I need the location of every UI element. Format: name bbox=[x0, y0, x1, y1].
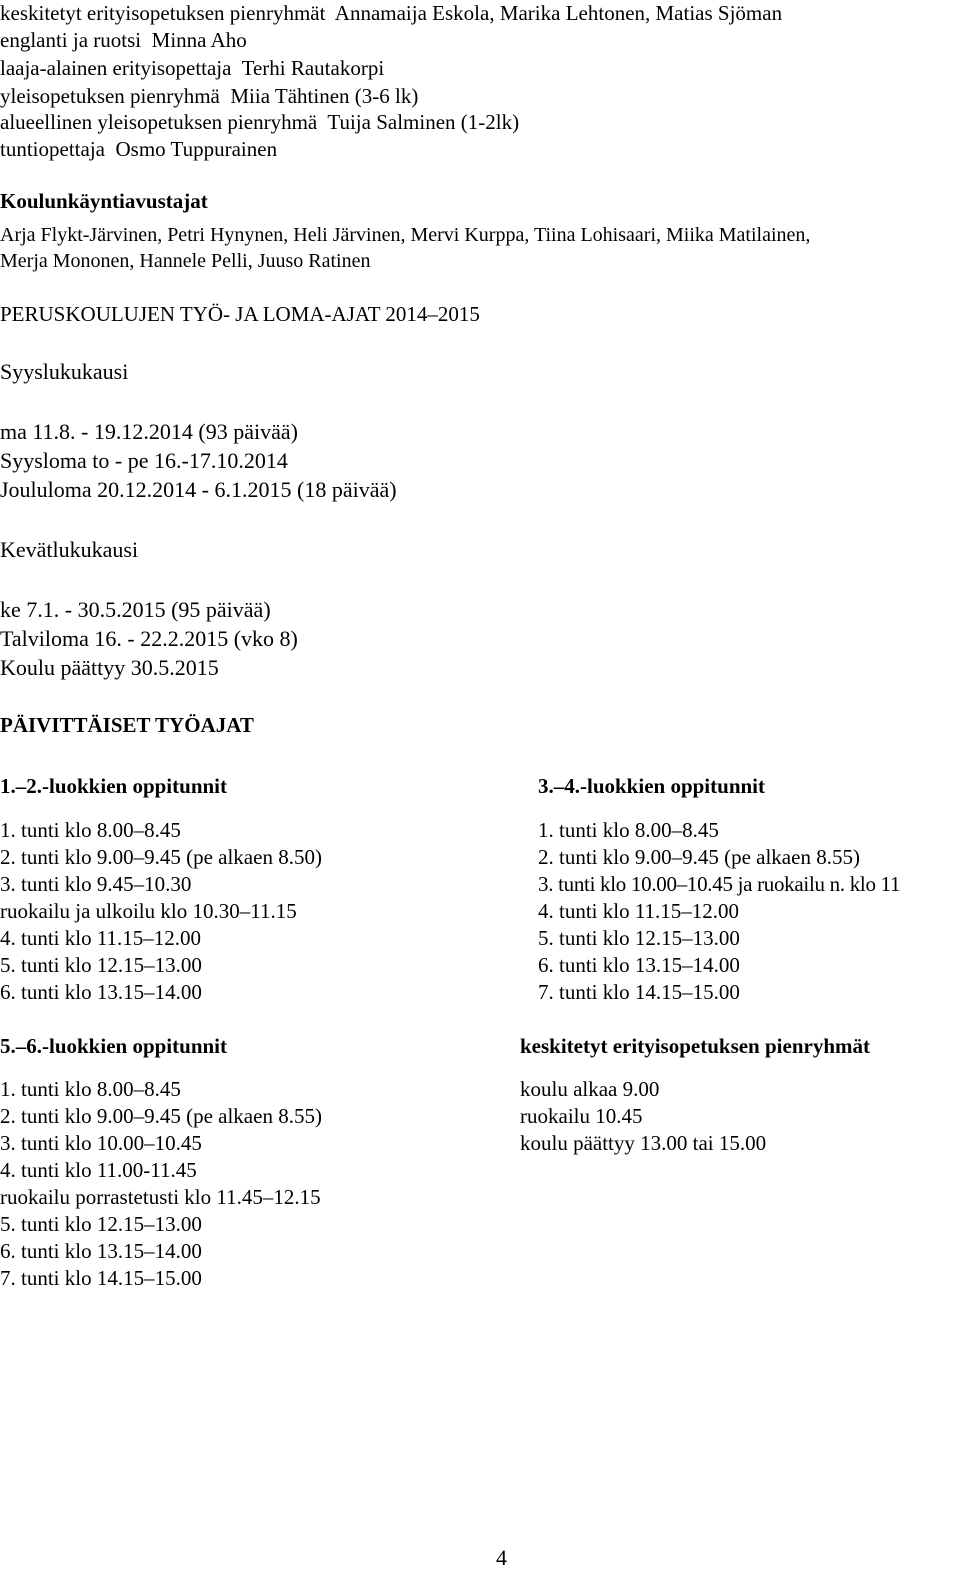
spring-line: Talviloma 16. - 22.2.2015 (vko 8) bbox=[0, 626, 298, 651]
staff-role: alueellinen yleisopetuksen pienryhmä bbox=[0, 110, 318, 134]
grade56-line: 6. tunti klo 13.15–14.00 bbox=[0, 1239, 202, 1263]
autumn-line: Syysloma to - pe 16.-17.10.2014 bbox=[0, 448, 288, 473]
staff-names: Terhi Rautakorpi bbox=[241, 56, 385, 80]
staff-role: keskitetyt erityisopetuksen pienryhmät bbox=[0, 1, 326, 25]
grade34-heading: 3.–4.-luokkien oppitunnit bbox=[538, 774, 766, 798]
staff-role: tuntiopettaja bbox=[0, 137, 105, 161]
staff-line bbox=[0, 112, 519, 133]
staff-line bbox=[0, 139, 277, 160]
daily-heading: PÄIVITTÄISET TYÖAJAT bbox=[0, 713, 254, 737]
page-number: 4 bbox=[496, 1545, 507, 1570]
grade56-line: 5. tunti klo 12.15–13.00 bbox=[0, 1212, 202, 1236]
staff-names: Miia Tähtinen (3-6 lk) bbox=[230, 84, 419, 108]
staff-role: yleisopetuksen pienryhmä bbox=[0, 84, 220, 108]
autumn-heading: Syyslukukausi bbox=[0, 359, 129, 384]
spring-line: ke 7.1. - 30.5.2015 (95 päivää) bbox=[0, 597, 271, 622]
grade34-line: 2. tunti klo 9.00–9.45 (pe alkaen 8.55) bbox=[538, 845, 860, 869]
calendar-heading: PERUSKOULUJEN TYÖ- JA LOMA-AJAT 2014–2015 bbox=[0, 302, 480, 326]
grade56-line: 7. tunti klo 14.15–15.00 bbox=[0, 1266, 202, 1290]
grade34-line: 1. tunti klo 8.00–8.45 bbox=[538, 818, 719, 842]
grade34-line: 6. tunti klo 13.15–14.00 bbox=[538, 953, 740, 977]
grade34-line: 4. tunti klo 11.15–12.00 bbox=[538, 899, 740, 923]
grade56-line: 3. tunti klo 10.00–10.45 bbox=[0, 1131, 202, 1155]
grade34-line: 3. tunti klo 10.00–10.45 ja ruokailu n. klo 11 bbox=[538, 872, 901, 896]
assistants-line: Merja Mononen, Hannele Pelli, Juuso Ratinen bbox=[0, 250, 371, 272]
special-heading: keskitetyt erityisopetuksen pienryhmät bbox=[520, 1034, 870, 1058]
grade12-heading: 1.–2.-luokkien oppitunnit bbox=[0, 774, 228, 798]
spring-line: Koulu päättyy 30.5.2015 bbox=[0, 655, 219, 680]
staff-names: Osmo Tuppurainen bbox=[115, 137, 278, 161]
spring-heading: Kevätlukukausi bbox=[0, 537, 139, 562]
assistants-line: Arja Flykt-Järvinen, Petri Hynynen, Heli Järvinen, Mervi Kurppa, Tiina Lohisaari, Miika Matilainen, bbox=[0, 224, 811, 246]
grade12-line: 3. tunti klo 9.45–10.30 bbox=[0, 872, 192, 896]
grade34-line: 5. tunti klo 12.15–13.00 bbox=[538, 926, 740, 950]
grade56-line: ruokailu porrastetusti klo 11.45–12.15 bbox=[0, 1185, 321, 1209]
grade56-line: 1. tunti klo 8.00–8.45 bbox=[0, 1077, 181, 1101]
staff-line bbox=[0, 86, 418, 107]
grade12-line: ruokailu ja ulkoilu klo 10.30–11.15 bbox=[0, 899, 297, 923]
grade12-line: 5. tunti klo 12.15–13.00 bbox=[0, 953, 202, 977]
staff-line bbox=[0, 58, 384, 79]
grade12-line: 2. tunti klo 9.00–9.45 (pe alkaen 8.50) bbox=[0, 845, 322, 869]
autumn-line: Joululoma 20.12.2014 - 6.1.2015 (18 päivää) bbox=[0, 477, 397, 502]
staff-line bbox=[0, 3, 782, 24]
staff-names: Tuija Salminen (1-2lk) bbox=[327, 110, 520, 134]
grade12-line: 4. tunti klo 11.15–12.00 bbox=[0, 926, 202, 950]
staff-names: Annamaija Eskola, Marika Lehtonen, Matias Sjöman bbox=[334, 1, 783, 25]
grade34-line: 7. tunti klo 14.15–15.00 bbox=[538, 980, 740, 1004]
special-line: koulu päättyy 13.00 tai 15.00 bbox=[520, 1131, 767, 1155]
grade12-line: 6. tunti klo 13.15–14.00 bbox=[0, 980, 202, 1004]
assistants-heading: Koulunkäyntiavustajat bbox=[0, 189, 208, 213]
staff-role: englanti ja ruotsi bbox=[0, 28, 142, 52]
grade56-line: 4. tunti klo 11.00-11.45 bbox=[0, 1158, 197, 1182]
grade56-line: 2. tunti klo 9.00–9.45 (pe alkaen 8.55) bbox=[0, 1104, 322, 1128]
staff-names: Minna Aho bbox=[151, 28, 247, 52]
staff-role: laaja-alainen erityisopettaja bbox=[0, 56, 232, 80]
special-line: koulu alkaa 9.00 bbox=[520, 1077, 660, 1101]
grade56-heading: 5.–6.-luokkien oppitunnit bbox=[0, 1034, 228, 1058]
grade12-line: 1. tunti klo 8.00–8.45 bbox=[0, 818, 181, 842]
autumn-line: ma 11.8. - 19.12.2014 (93 päivää) bbox=[0, 419, 298, 444]
special-line: ruokailu 10.45 bbox=[520, 1104, 643, 1128]
staff-line bbox=[0, 30, 247, 51]
